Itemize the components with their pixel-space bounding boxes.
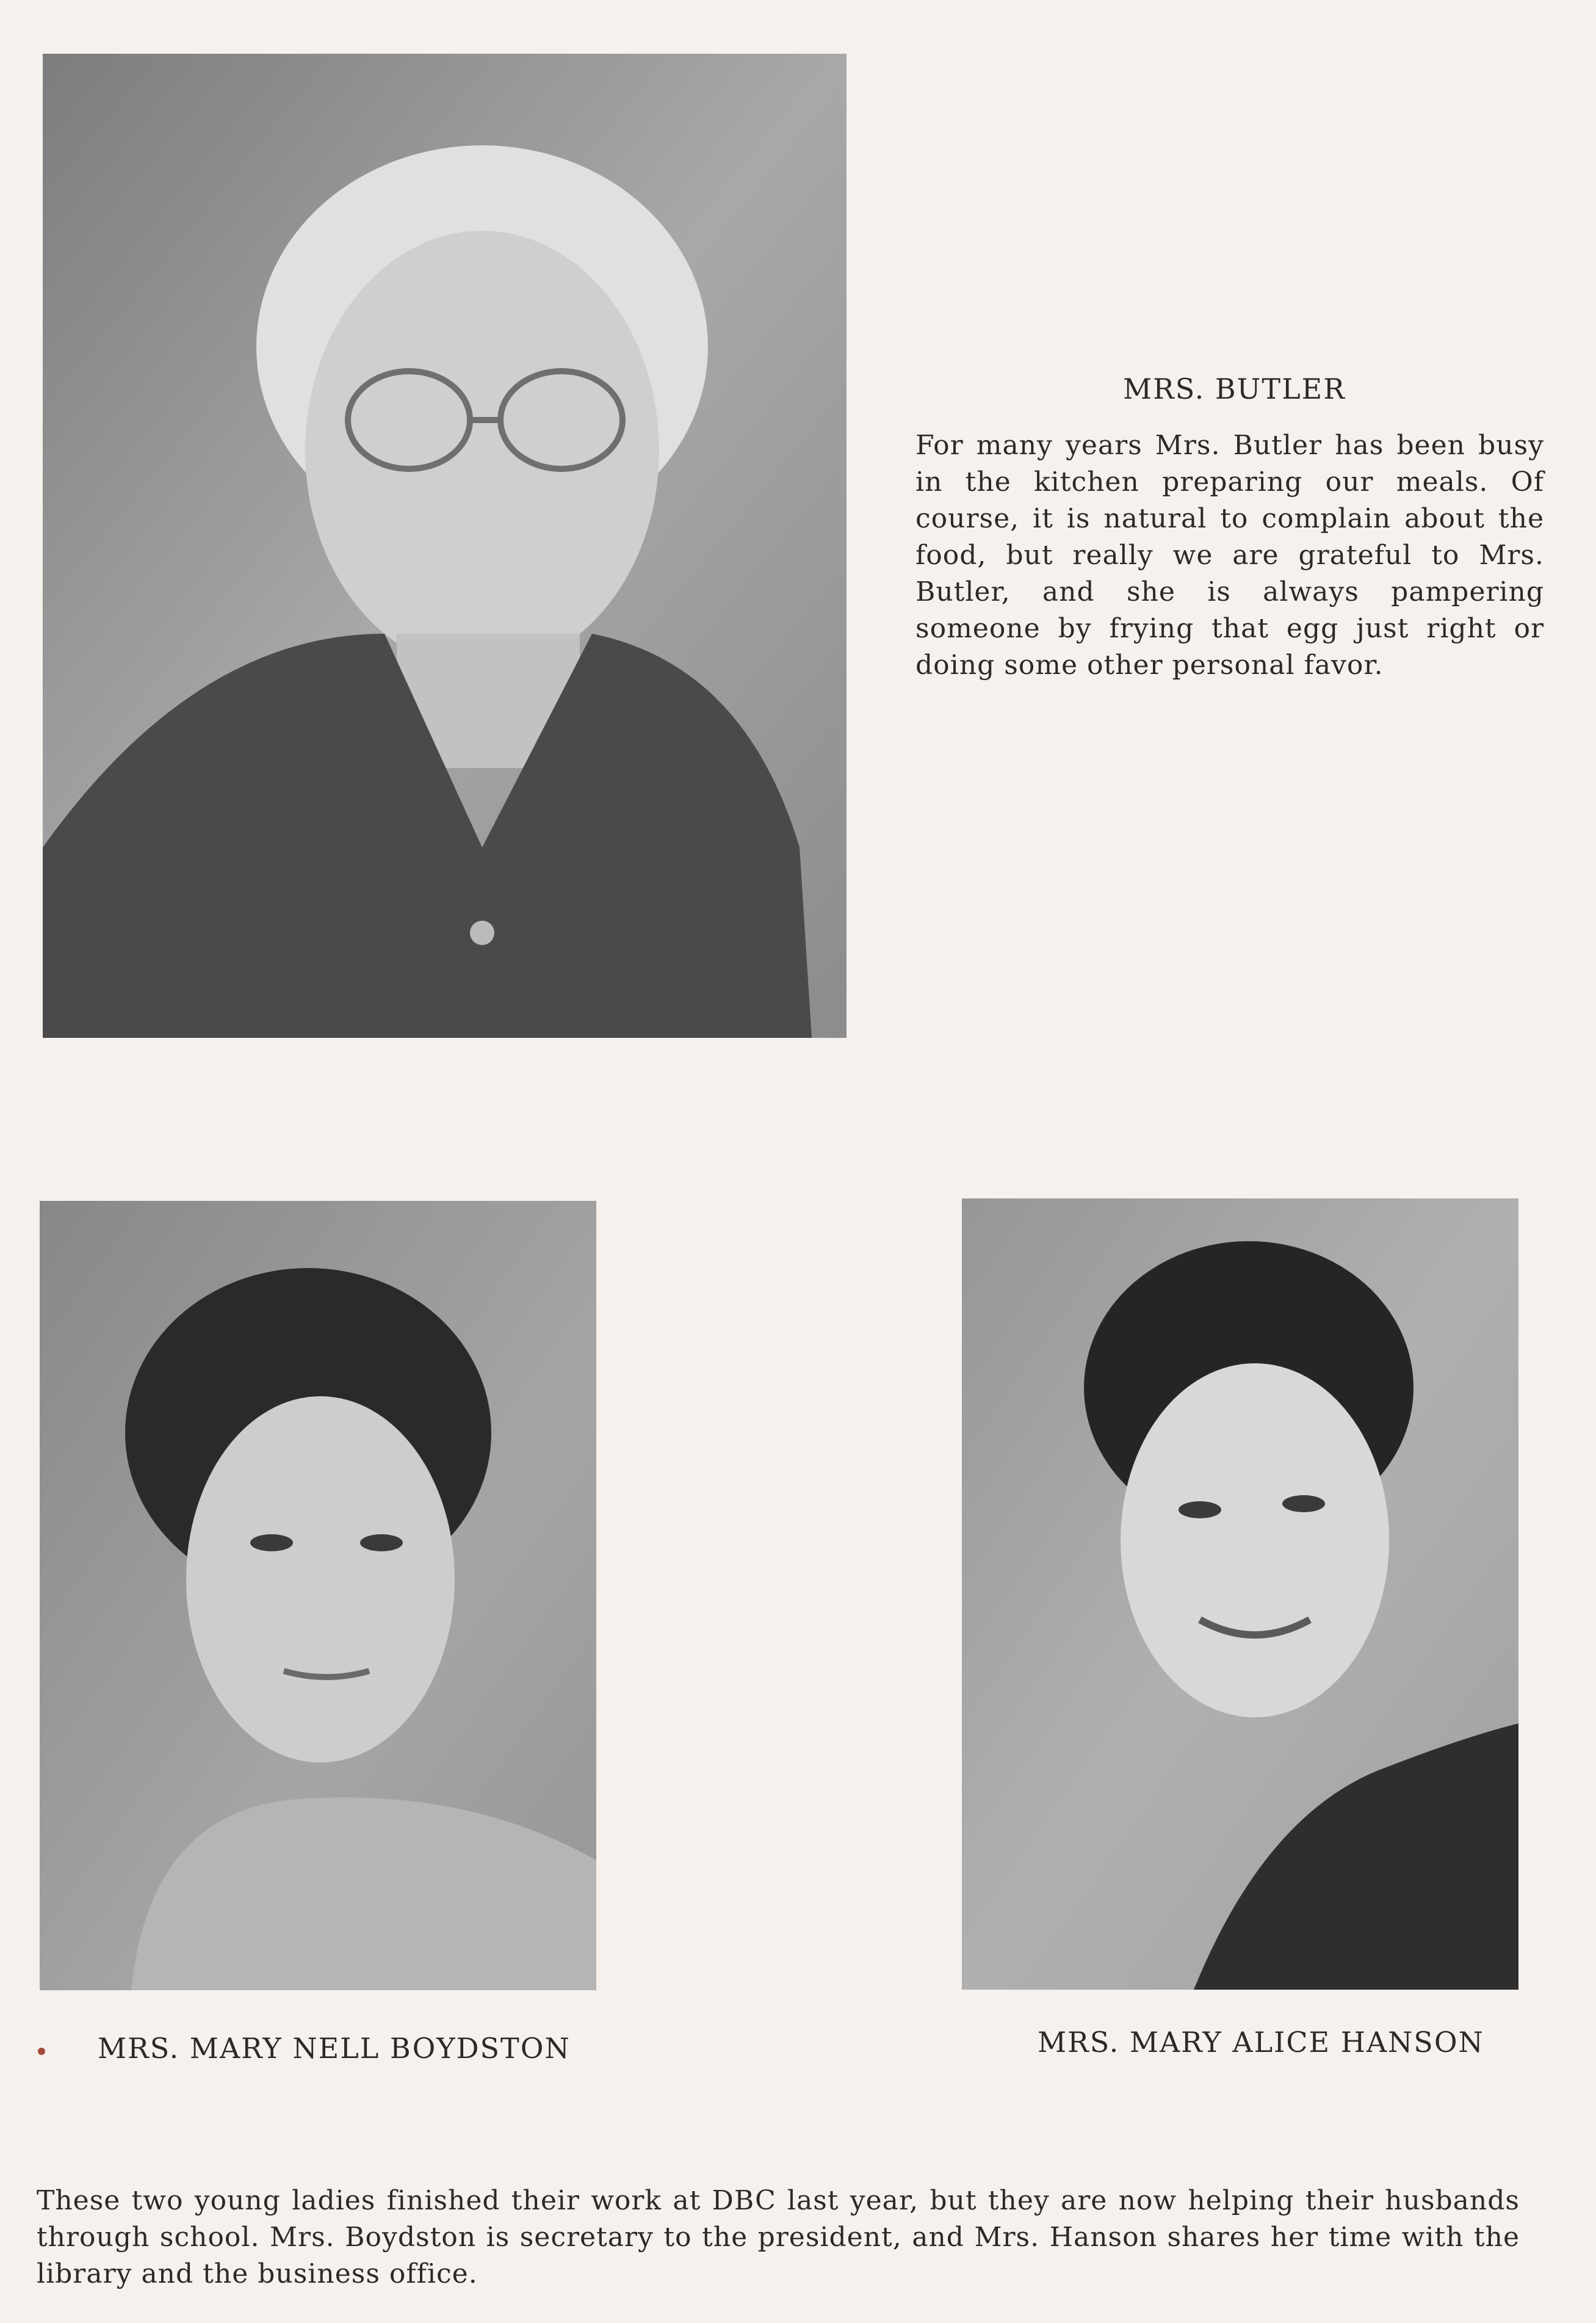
portrait-hanson [962,1198,1518,1990]
portrait-boydston [40,1201,596,1990]
decorative-dot [38,2048,45,2055]
portrait-butler [43,54,847,1038]
caption-butler: MRS. BUTLER [1123,372,1346,405]
caption-hanson: MRS. MARY ALICE HANSON [1038,2026,1484,2059]
paragraph-bottom: These two young ladies finished their work at DBC last year, but they are now helping their husbands through school. Mrs. Boydston is secretary to the president, and Mrs. Hanson shares her time with the library and the business office. [37,2185,1520,2289]
portrait-hanson-image [962,1198,1518,1990]
caption-boydston: MRS. MARY NELL BOYDSTON [98,2032,571,2065]
portrait-boydston-image [40,1201,596,1990]
paragraph-butler: For many years Mrs. Butler has been busy in the kitchen preparing our meals. Of course, it is natural to complain about the food, but really we are grateful to Mrs. Butler, and she is always pampering someone by frying that egg just right or doing some other personal favor. [915,430,1544,681]
portrait-butler-image [43,54,847,1038]
